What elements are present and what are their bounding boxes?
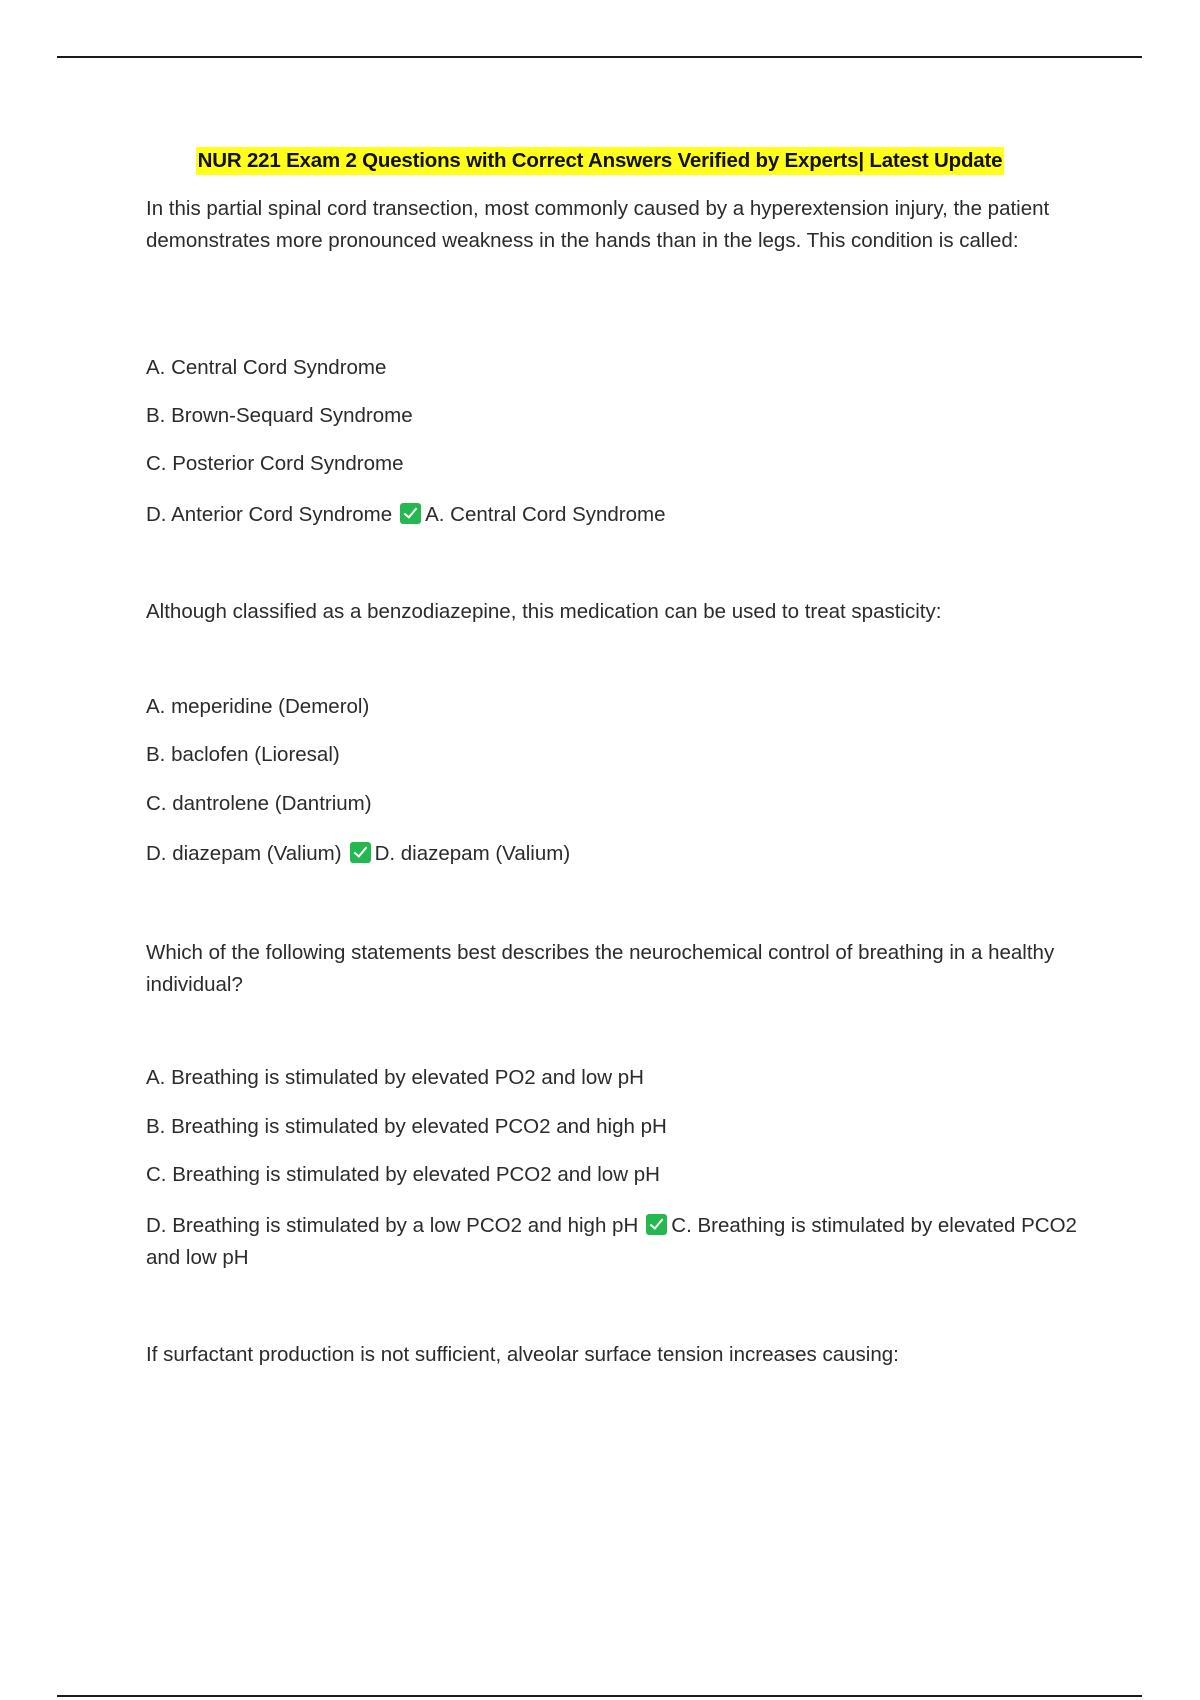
document-title: NUR 221 Exam 2 Questions with Correct Answers Verified by Experts| Latest Update xyxy=(196,147,1005,175)
question-2-answer: D. diazepam (Valium) xyxy=(374,842,571,865)
question-3-option-d-row xyxy=(146,1210,1091,1274)
question-2-option-c: C. dantrolene (Dantrium) xyxy=(146,792,372,815)
question-3-option-b: B. Breathing is stimulated by elevated PCO2 and high pH xyxy=(146,1115,667,1138)
question-1-option-a: A. Central Cord Syndrome xyxy=(146,356,387,379)
question-4-text: If surfactant production is not sufficient, alveolar surface tension increases causing: xyxy=(146,1343,899,1366)
question-2-option-d-row xyxy=(146,839,570,869)
question-1-option-d: D. Anterior Cord Syndrome xyxy=(146,503,393,526)
question-1-option-c: C. Posterior Cord Syndrome xyxy=(146,452,404,475)
question-1-option-d-row xyxy=(146,500,666,530)
question-3-answer: C. Breathing is stimulated by elevated PCO2 and low pH xyxy=(146,1214,1077,1269)
question-2-option-b: B. baclofen (Lioresal) xyxy=(146,743,340,766)
question-1-option-b: B. Brown-Sequard Syndrome xyxy=(146,404,413,427)
question-3-option-d: D. Breathing is stimulated by a low PCO2 and high pH xyxy=(146,1214,639,1237)
question-3-text: Which of the following statements best describes the neurochemical control of breathing in a healthy individual? xyxy=(146,941,1055,996)
question-3-option-c: C. Breathing is stimulated by elevated PCO2 and low pH xyxy=(146,1163,660,1186)
check-mark-icon xyxy=(646,1214,667,1235)
check-mark-icon xyxy=(400,503,421,524)
question-2-text: Although classified as a benzodiazepine, this medication can be used to treat spasticity: xyxy=(146,600,942,623)
question-3-option-a: A. Breathing is stimulated by elevated PO2 and low pH xyxy=(146,1066,644,1089)
question-2-option-d: D. diazepam (Valium) xyxy=(146,842,342,865)
title-container xyxy=(0,147,1200,175)
footer-rule xyxy=(57,1695,1142,1697)
question-2-option-a: A. meperidine (Demerol) xyxy=(146,695,370,718)
check-mark-icon xyxy=(350,842,371,863)
question-1-text: In this partial spinal cord transection, most commonly caused by a hyperextension injury, the patient demonstrates more pronounced weakness in the hands than in the legs. This condition is called: xyxy=(146,197,1050,252)
header-rule xyxy=(57,56,1142,58)
question-1-answer: A. Central Cord Syndrome xyxy=(425,503,666,526)
